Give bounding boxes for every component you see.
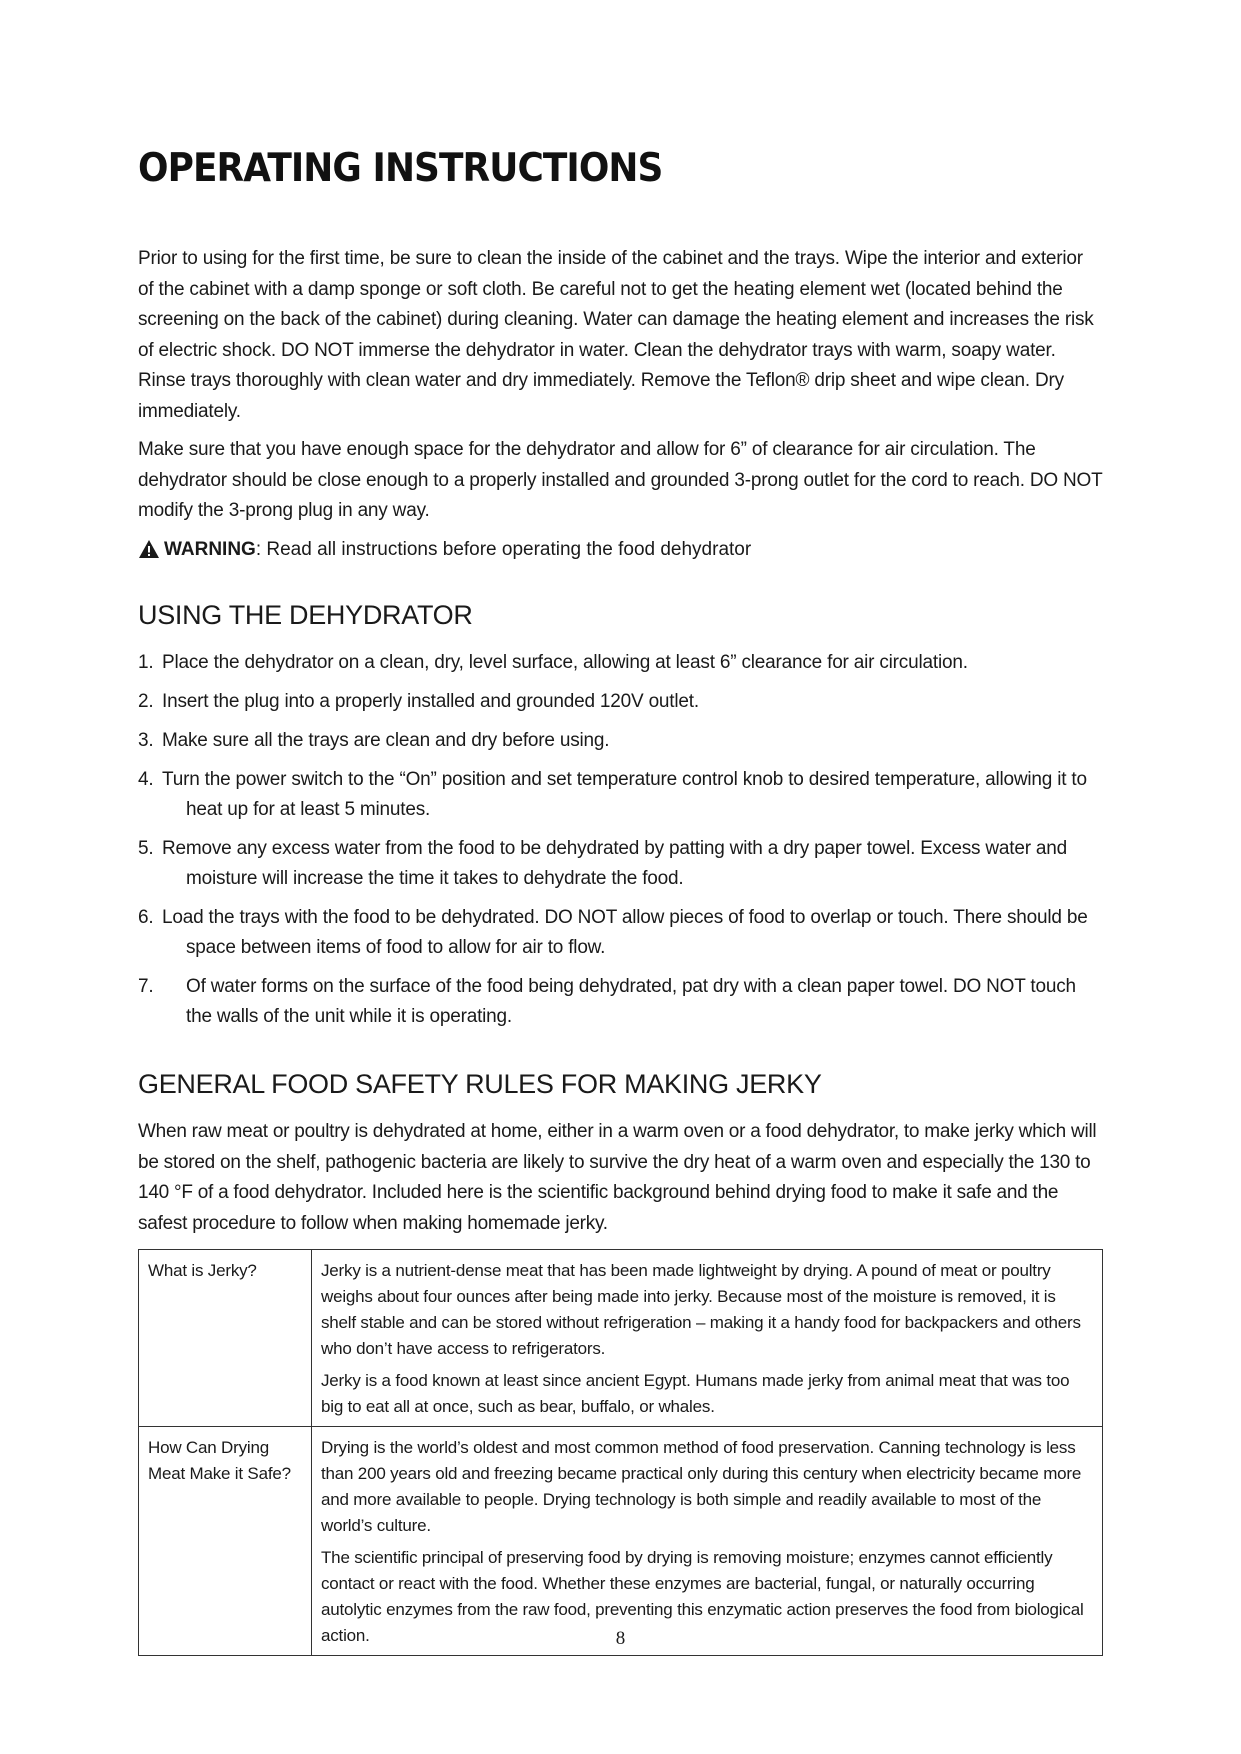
- warning-text: : Read all instructions before operating the food dehydrator: [255, 538, 752, 560]
- list-item: [138, 687, 1103, 717]
- jerky-intro-paragraph: When raw meat or poultry is dehydrated at home, either in a warm oven or a food dehydrator, to make jerky which will be stored on the shelf, pathogenic bacteria are likely to survive the dry heat of a warm oven and especially the 130 to 140 °F of a food dehydrator. Included here is the scientific background behind drying food to make it safe and the safest procedure to follow when making homemade jerky.: [138, 1121, 1097, 1234]
- warning-triangle-icon: [138, 539, 160, 559]
- jerky-info-table: [138, 1249, 1103, 1656]
- list-item: [138, 726, 1103, 756]
- table-answer-paragraph: Jerky is a food known at least since ancient Egypt. Humans made jerky from animal meat that was too big to eat all at once, such as bear, buffalo, or whales.: [321, 1371, 1070, 1416]
- step-number: 4.: [138, 769, 154, 790]
- step-number: 5.: [138, 838, 154, 859]
- list-item: [138, 648, 1103, 678]
- step-number: 7.: [138, 976, 154, 997]
- step-text: Insert the plug into a properly installed and grounded 120V outlet.: [162, 691, 699, 712]
- step-text: Remove any excess water from the food to be dehydrated by patting with a dry paper towel. Excess water and moisture will increase the time it takes to dehydrate the food.: [162, 838, 1068, 889]
- using-steps-list: [138, 648, 1103, 1041]
- table-answer-paragraph: Drying is the world’s oldest and most common method of food preservation. Canning technology is less than 200 years old and freezing became practical only during this century when electricity became more and more available to people. Drying technology is both simple and readily available to most of the world’s culture.: [321, 1438, 1082, 1535]
- table-answer-cell: [312, 1250, 1103, 1427]
- table-question-cell: What is Jerky?: [139, 1250, 312, 1427]
- list-item: [138, 834, 1103, 894]
- table-row: [139, 1250, 1103, 1427]
- jerky-safety-heading: GENERAL FOOD SAFETY RULES FOR MAKING JERKY: [138, 1069, 822, 1099]
- list-item: [138, 765, 1103, 825]
- table-answer-paragraph: Jerky is a nutrient-dense meat that has been made lightweight by drying. A pound of meat or poultry weighs about four ounces after being made into jerky. Because most of the moisture is removed, it is shelf stable and can be stored without refrigeration – making it a handy food for backpackers and others who don’t have access to refrigerators.: [321, 1261, 1081, 1358]
- list-item: [138, 972, 1103, 1032]
- intro-section: [138, 244, 1103, 565]
- step-text: Of water forms on the surface of the food being dehydrated, pat dry with a clean paper towel. DO NOT touch the walls of the unit while it is operating.: [186, 976, 1076, 1027]
- step-number: 3.: [138, 730, 154, 751]
- step-number: 2.: [138, 691, 154, 712]
- step-text: Place the dehydrator on a clean, dry, level surface, allowing at least 6” clearance for air circulation.: [162, 652, 968, 673]
- using-dehydrator-heading: USING THE DEHYDRATOR: [138, 600, 473, 630]
- step-number: 1.: [138, 652, 154, 673]
- intro-paragraph-placement: Make sure that you have enough space for the dehydrator and allow for 6” of clearance for air circulation. The dehydrator should be close enough to a properly installed and grounded 3-prong outlet for the cord to reach. DO NOT modify the 3-prong plug in any way.: [138, 439, 1103, 521]
- page-number: 8: [615, 1628, 626, 1649]
- table-answer-paragraph: The scientific principal of preserving food by drying is removing moisture; enzymes cannot efficiently contact or react with the food. Whether these enzymes are bacterial, fungal, or naturally occurring autolytic enzymes from the raw food, preventing this enzymatic action preserves the food from biological action.: [321, 1548, 1084, 1645]
- step-text: Turn the power switch to the “On” position and set temperature control knob to desired temperature, allowing it to heat up for at least 5 minutes.: [162, 769, 1087, 820]
- step-text: Make sure all the trays are clean and dry before using.: [162, 730, 610, 751]
- step-text: Load the trays with the food to be dehydrated. DO NOT allow pieces of food to overlap or touch. There should be space between items of food to allow for air to flow.: [162, 907, 1088, 958]
- page-title: OPERATING INSTRUCTIONS: [138, 146, 663, 191]
- list-item: [138, 903, 1103, 963]
- step-number: 6.: [138, 907, 154, 928]
- table-answer-cell: [312, 1427, 1103, 1656]
- table-row: [139, 1427, 1103, 1656]
- warning-label: WARNING: [164, 538, 256, 560]
- table-question-cell: How Can Drying Meat Make it Safe?: [139, 1427, 312, 1656]
- warning-notice: [138, 535, 1103, 565]
- intro-paragraph-cleaning: Prior to using for the first time, be sure to clean the inside of the cabinet and the trays. Wipe the interior and exterior of the cabinet with a damp sponge or soft cloth. Be careful not to get the heating element wet (located behind the screening on the back of the cabinet) during cleaning. Water can damage the heating element and increases the risk of electric shock. DO NOT immerse the dehydrator in water. Clean the dehydrator trays with warm, soapy water. Rinse trays thoroughly with clean water and dry immediately. Remove the Teflon® drip sheet and wipe clean. Dry immediately.: [138, 248, 1094, 422]
